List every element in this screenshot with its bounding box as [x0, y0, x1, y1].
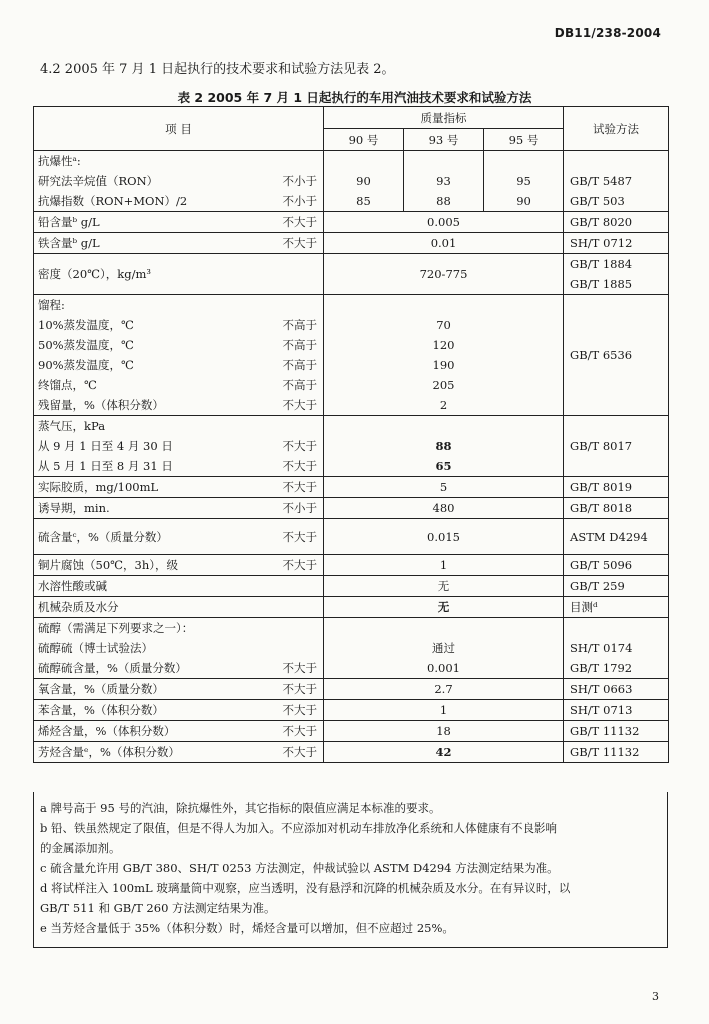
row-label: 烯烃含量，%（体积分数） [38, 724, 176, 738]
value: 93 [436, 174, 451, 188]
value: 65 [435, 459, 452, 473]
value: 70 [436, 318, 451, 332]
page-number: 3 [652, 990, 659, 1003]
row-label: 90%蒸发温度，℃ [38, 358, 134, 372]
row-qualifier: 不大于 [282, 480, 317, 494]
header-quality: 质量指标 [324, 107, 564, 129]
table-row [34, 254, 669, 295]
value: 85 [356, 194, 371, 208]
value: 90 [356, 174, 371, 188]
row-qualifier: 不高于 [282, 318, 317, 332]
row-label: 铅含量ᵇ g/L [38, 215, 100, 229]
row-qualifier: 不小于 [282, 174, 317, 188]
value: 90 [516, 194, 531, 208]
row-qualifier: 不高于 [282, 338, 317, 352]
value: 1 [324, 555, 564, 576]
row-title: 抗爆性ᵃ: [38, 154, 81, 168]
method: ASTM D4294 [564, 519, 669, 555]
row-qualifier: 不大于 [282, 236, 317, 250]
table-row [34, 212, 669, 233]
value: 1 [324, 700, 564, 721]
row-qualifier: 不大于 [282, 724, 317, 738]
value: 88 [435, 439, 452, 453]
method: 目测ᵈ [564, 597, 669, 618]
value: 通过 [432, 641, 455, 655]
row-qualifier: 不高于 [282, 358, 317, 372]
value: 2 [439, 398, 448, 412]
row-qualifier: 不高于 [282, 378, 317, 392]
table-row [34, 416, 669, 477]
method: GB/T 5487 [570, 174, 633, 188]
row-title: 硫醇（需满足下列要求之一）： [38, 621, 194, 635]
row-qualifier: 不大于 [282, 682, 317, 696]
row-label: 残留量，%（体积分数） [38, 398, 164, 412]
table-notes [33, 792, 668, 948]
table-row [34, 742, 669, 763]
header-method: 试验方法 [564, 107, 669, 151]
spec-table [33, 106, 669, 763]
value: 480 [324, 498, 564, 519]
method: GB/T 6536 [564, 295, 669, 416]
table-row [34, 477, 669, 498]
method: SH/T 0663 [564, 679, 669, 700]
note-c: c 硫含量允许用 GB/T 380、SH/T 0253 方法测定，仲裁试验以 ASTM D4294 方法测定结果为准。 [40, 861, 559, 875]
note-a: a 牌号高于 95 号的汽油，除抗爆性外，其它指标的限值应满足本标准的要求。 [40, 801, 441, 815]
row-label: 实际胶质，mg/100mL [38, 480, 159, 494]
row-title: 馏程: [38, 298, 65, 312]
header-item: 项 目 [34, 107, 324, 151]
value: 2.7 [324, 679, 564, 700]
row-label: 10%蒸发温度，℃ [38, 318, 134, 332]
method: GB/T 503 [570, 194, 625, 208]
method: GB/T 11132 [564, 742, 669, 763]
method: GB/T 8020 [564, 212, 669, 233]
value: 95 [516, 174, 531, 188]
row-label: 从 5 月 1 日至 8 月 31 日 [38, 459, 173, 473]
table-row [34, 700, 669, 721]
note-e: e 当芳烃含量低于 35%（体积分数）时，烯烃含量可以增加，但不应超过 25%。 [40, 921, 454, 935]
note-b-cont: 的金属添加剂。 [40, 841, 121, 855]
row-label: 芳烃含量ᵉ，%（体积分数） [38, 745, 180, 759]
note-d: d 将试样注入 100mL 玻璃量筒中观察，应当透明，没有悬浮和沉降的机械杂质及水分。在有异议时，以 [40, 881, 571, 895]
intro-paragraph: 4.2 2005 年 7 月 1 日起执行的技术要求和试验方法见表 2。 [40, 62, 395, 77]
row-title: 蒸气压，kPa [38, 419, 106, 433]
value: 88 [436, 194, 451, 208]
row-qualifier: 不小于 [282, 194, 317, 208]
method: GB/T 8017 [564, 416, 669, 477]
row-label: 抗爆指数（RON+MON）/2 [38, 194, 188, 208]
table-row [34, 618, 669, 679]
method: GB/T 1885 [570, 277, 633, 291]
row-qualifier: 不小于 [282, 501, 317, 515]
header-grade-93: 93 号 [404, 129, 484, 151]
row-label: 铜片腐蚀（50℃，3h），级 [38, 558, 178, 572]
value: 0.015 [324, 519, 564, 555]
row-label: 铁含量ᵇ g/L [38, 236, 100, 250]
value: 5 [324, 477, 564, 498]
value: 190 [432, 358, 455, 372]
method: GB/T 1792 [570, 661, 633, 675]
header-grade-95: 95 号 [484, 129, 564, 151]
table-caption: 表 2 2005 年 7 月 1 日起执行的车用汽油技术要求和试验方法 [177, 90, 532, 105]
table-row [34, 679, 669, 700]
method: GB/T 11132 [564, 721, 669, 742]
row-qualifier: 不大于 [282, 558, 317, 572]
value: 0.001 [427, 661, 460, 675]
value: 无 [324, 576, 564, 597]
value: 42 [324, 742, 564, 763]
table-row [34, 151, 669, 212]
value: 0.01 [324, 233, 564, 254]
note-d-cont: GB/T 511 和 GB/T 260 方法测定结果为准。 [40, 901, 276, 915]
header-grade-90: 90 号 [324, 129, 404, 151]
table-row [34, 721, 669, 742]
method: SH/T 0713 [564, 700, 669, 721]
table-row [34, 576, 669, 597]
row-label: 硫含量ᶜ，%（质量分数） [38, 529, 168, 544]
row-label: 诱导期，min. [38, 501, 110, 515]
value: 18 [324, 721, 564, 742]
row-qualifier: 不大于 [282, 459, 317, 473]
method: SH/T 0174 [570, 641, 633, 655]
row-label: 苯含量，%（体积分数） [38, 703, 164, 717]
row-qualifier: 不大于 [282, 215, 317, 229]
standard-number: DB11/238-2004 [554, 26, 661, 40]
row-label: 密度（20℃），kg/m³ [38, 267, 151, 281]
table-row [34, 597, 669, 618]
row-label: 终馏点，℃ [38, 378, 97, 392]
method: GB/T 5096 [564, 555, 669, 576]
row-label: 研究法辛烷值（RON） [38, 174, 159, 188]
row-qualifier: 不大于 [282, 745, 317, 759]
method: GB/T 1884 [570, 257, 633, 271]
row-label: 硫醇硫（博士试验法） [38, 641, 153, 655]
table-row [34, 555, 669, 576]
table-row [34, 233, 669, 254]
row-label: 硫醇硫含量，%（质量分数） [38, 661, 187, 675]
value: 720-775 [324, 254, 564, 295]
value: 0.005 [324, 212, 564, 233]
row-qualifier: 不大于 [282, 529, 317, 544]
row-label: 从 9 月 1 日至 4 月 30 日 [38, 439, 173, 453]
table-row [34, 498, 669, 519]
row-label: 机械杂质及水分 [38, 600, 119, 614]
value: 无 [324, 597, 564, 618]
row-qualifier: 不大于 [282, 398, 317, 412]
method: SH/T 0712 [564, 233, 669, 254]
row-qualifier: 不大于 [282, 439, 317, 453]
method: GB/T 8018 [564, 498, 669, 519]
value: 205 [432, 378, 455, 392]
row-label: 50%蒸发温度，℃ [38, 338, 134, 352]
row-qualifier: 不大于 [282, 661, 317, 675]
row-label: 水溶性酸或碱 [38, 579, 107, 593]
note-b: b 铅、铁虽然规定了限值，但是不得人为加入。不应添加对机动车排放净化系统和人体健康有不良影响 [40, 821, 558, 835]
row-qualifier: 不大于 [282, 703, 317, 717]
table-row [34, 519, 669, 555]
method: GB/T 8019 [564, 477, 669, 498]
method: GB/T 259 [564, 576, 669, 597]
value: 120 [432, 338, 455, 352]
row-label: 氧含量，%（质量分数） [38, 682, 164, 696]
table-row [34, 295, 669, 416]
